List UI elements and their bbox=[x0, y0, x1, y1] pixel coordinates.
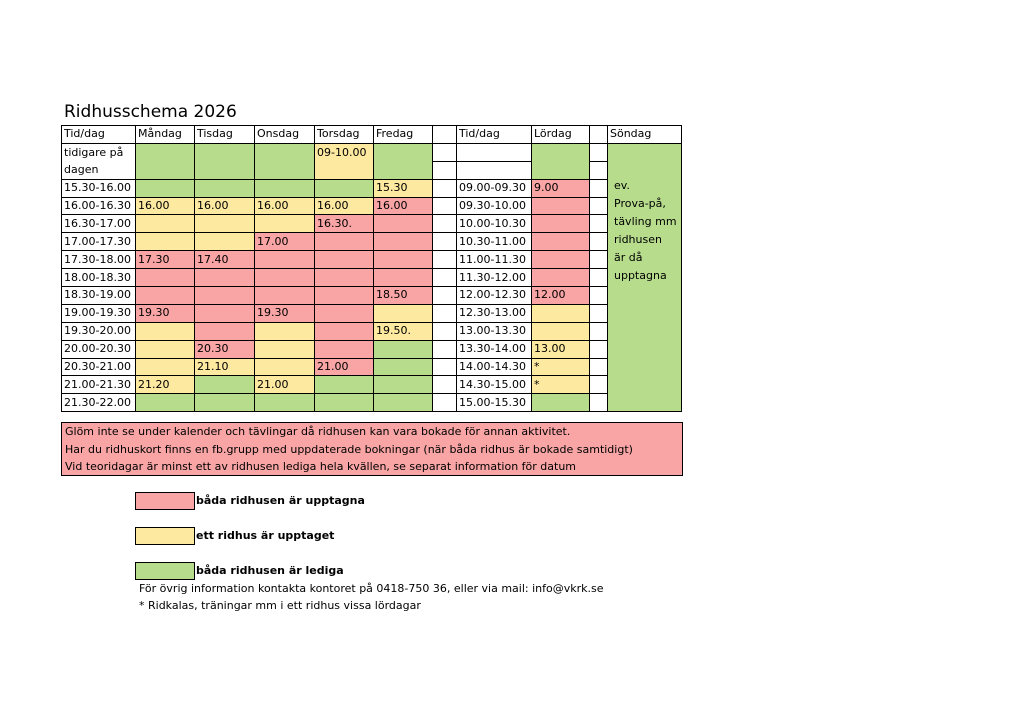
sunday-line: ev. bbox=[614, 178, 630, 192]
slot-cell bbox=[136, 269, 195, 287]
slot-cell bbox=[195, 161, 255, 179]
slot-cell: 16.00 bbox=[374, 197, 433, 215]
spacer-cell bbox=[433, 251, 457, 269]
legend-label: ett ridhus är upptaget bbox=[196, 529, 335, 542]
spacer-cell bbox=[590, 197, 608, 215]
slot-cell: 16.00 bbox=[255, 197, 315, 215]
column-header: Torsdag bbox=[315, 126, 374, 144]
sunday-line: är då bbox=[614, 250, 643, 264]
slot-cell: 15.30 bbox=[374, 179, 433, 197]
spacer-cell bbox=[433, 287, 457, 305]
notice-line: Vid teoridagar är minst ett av ridhusen lediga hela kvällen, se separat information för datum bbox=[65, 460, 577, 473]
spacer-cell bbox=[590, 394, 608, 412]
spacer-cell bbox=[433, 269, 457, 287]
time-label: 12.00-12.30 bbox=[457, 287, 532, 305]
table-row bbox=[62, 143, 682, 161]
slot-cell bbox=[195, 287, 255, 305]
slot-cell bbox=[195, 179, 255, 197]
spacer-cell bbox=[590, 251, 608, 269]
slot-cell: 17.00 bbox=[255, 233, 315, 251]
slot-cell: * bbox=[532, 376, 590, 394]
spacer-cell bbox=[433, 161, 457, 179]
spacer-cell bbox=[433, 197, 457, 215]
spacer-cell bbox=[433, 233, 457, 251]
slot-cell: 16.00 bbox=[195, 197, 255, 215]
slot-cell bbox=[255, 358, 315, 376]
time-label: 11.30-12.00 bbox=[457, 269, 532, 287]
slot-cell: 17.40 bbox=[195, 251, 255, 269]
spacer-cell bbox=[590, 233, 608, 251]
slot-cell: 21.20 bbox=[136, 376, 195, 394]
table-row bbox=[62, 376, 682, 394]
slot-cell bbox=[255, 251, 315, 269]
column-header: Tisdag bbox=[195, 126, 255, 144]
spacer-cell bbox=[433, 376, 457, 394]
spacer-cell bbox=[590, 161, 608, 179]
slot-cell bbox=[136, 143, 195, 161]
time-label: 10.00-10.30 bbox=[457, 215, 532, 233]
time-label: 10.30-11.00 bbox=[457, 233, 532, 251]
spacer-cell bbox=[433, 322, 457, 340]
spacer-cell bbox=[590, 376, 608, 394]
slot-cell bbox=[532, 233, 590, 251]
slot-cell bbox=[195, 269, 255, 287]
schedule-table bbox=[61, 125, 682, 412]
spacer-cell bbox=[433, 304, 457, 322]
time-label: 09.30-10.00 bbox=[457, 197, 532, 215]
legend-label: båda ridhusen är lediga bbox=[196, 564, 344, 577]
time-label: 13.00-13.30 bbox=[457, 322, 532, 340]
table-row bbox=[62, 251, 682, 269]
slot-cell bbox=[136, 161, 195, 179]
slot-cell bbox=[315, 251, 374, 269]
spacer-cell bbox=[590, 179, 608, 197]
spacer-cell bbox=[590, 358, 608, 376]
slot-cell bbox=[195, 304, 255, 322]
slot-cell bbox=[315, 269, 374, 287]
time-label: 21.30-22.00 bbox=[62, 394, 136, 412]
slot-cell: 13.00 bbox=[532, 340, 590, 358]
slot-cell bbox=[255, 322, 315, 340]
table-row bbox=[62, 161, 682, 179]
legend-label: båda ridhusen är upptagna bbox=[196, 494, 365, 507]
slot-cell bbox=[195, 322, 255, 340]
slot-cell bbox=[136, 322, 195, 340]
slot-cell bbox=[315, 179, 374, 197]
slot-cell bbox=[374, 233, 433, 251]
slot-cell bbox=[315, 340, 374, 358]
time-label: 12.30-13.00 bbox=[457, 304, 532, 322]
time-label bbox=[457, 161, 532, 179]
slot-cell bbox=[532, 215, 590, 233]
slot-cell: 19.30 bbox=[255, 304, 315, 322]
spacer-cell bbox=[590, 340, 608, 358]
slot-cell bbox=[255, 143, 315, 161]
slot-cell bbox=[532, 197, 590, 215]
time-label bbox=[457, 143, 532, 161]
slot-cell bbox=[195, 376, 255, 394]
column-header: Tid/dag bbox=[457, 126, 532, 144]
spacer-cell bbox=[433, 394, 457, 412]
slot-cell bbox=[255, 161, 315, 179]
spacer-cell bbox=[590, 215, 608, 233]
slot-cell bbox=[532, 143, 590, 161]
sunday-line: Prova-på, bbox=[614, 196, 666, 210]
slot-cell bbox=[255, 269, 315, 287]
table-row bbox=[62, 340, 682, 358]
slot-cell bbox=[374, 143, 433, 161]
table-row bbox=[62, 179, 682, 197]
legend-swatch bbox=[135, 562, 195, 580]
spacer-cell bbox=[590, 304, 608, 322]
time-label: 11.00-11.30 bbox=[457, 251, 532, 269]
sunday-cell bbox=[608, 143, 682, 411]
slot-cell bbox=[195, 143, 255, 161]
table-row bbox=[62, 394, 682, 412]
slot-cell bbox=[136, 179, 195, 197]
column-header: Söndag bbox=[608, 126, 682, 144]
slot-cell bbox=[374, 269, 433, 287]
page-title: Ridhusschema 2026 bbox=[64, 102, 237, 122]
slot-cell bbox=[532, 394, 590, 412]
column-header: Onsdag bbox=[255, 126, 315, 144]
column-header: Måndag bbox=[136, 126, 195, 144]
notice-line: Har du ridhuskort finns en fb.grupp med uppdaterade bokningar (när båda ridhus är bokade samtidigt) bbox=[65, 442, 633, 456]
slot-cell bbox=[532, 251, 590, 269]
table-row bbox=[62, 233, 682, 251]
spacer-cell bbox=[433, 143, 457, 161]
spacer-cell bbox=[590, 287, 608, 305]
time-label: 09.00-09.30 bbox=[457, 179, 532, 197]
slot-cell bbox=[532, 161, 590, 179]
time-label: 17.00-17.30 bbox=[62, 233, 136, 251]
column-header: Fredag bbox=[374, 126, 433, 144]
slot-cell bbox=[374, 304, 433, 322]
slot-cell bbox=[315, 304, 374, 322]
slot-cell bbox=[374, 161, 433, 179]
column-header: Tid/dag bbox=[62, 126, 136, 144]
sunday-line: upptagna bbox=[614, 268, 667, 282]
spacer-cell bbox=[590, 143, 608, 161]
time-label: 15.30-16.00 bbox=[62, 179, 136, 197]
slot-cell bbox=[136, 287, 195, 305]
time-label: tidigare på bbox=[62, 143, 136, 161]
time-label: dagen bbox=[62, 161, 136, 179]
header-row bbox=[62, 126, 682, 144]
slot-cell: 9.00 bbox=[532, 179, 590, 197]
time-label: 17.30-18.00 bbox=[62, 251, 136, 269]
slot-cell: 17.30 bbox=[136, 251, 195, 269]
slot-cell: 20.30 bbox=[195, 340, 255, 358]
slot-cell bbox=[315, 322, 374, 340]
notice-line: Glöm inte se under kalender och tävlingar då ridhusen kan vara bokade för annan aktivitet. bbox=[65, 425, 571, 438]
slot-cell bbox=[195, 215, 255, 233]
slot-cell bbox=[374, 340, 433, 358]
legend-swatch bbox=[135, 527, 195, 545]
time-label: 14.00-14.30 bbox=[457, 358, 532, 376]
table-row bbox=[62, 197, 682, 215]
slot-cell bbox=[255, 287, 315, 305]
table-row bbox=[62, 322, 682, 340]
table-row bbox=[62, 215, 682, 233]
slot-cell: 12.00 bbox=[532, 287, 590, 305]
slot-cell bbox=[136, 215, 195, 233]
saturday-footnote: * Ridkalas, träningar mm i ett ridhus vissa lördagar bbox=[139, 599, 421, 612]
slot-cell bbox=[374, 394, 433, 412]
time-label: 13.30-14.00 bbox=[457, 340, 532, 358]
slot-cell bbox=[255, 394, 315, 412]
spacer-cell bbox=[433, 340, 457, 358]
slot-cell bbox=[136, 358, 195, 376]
time-label: 15.00-15.30 bbox=[457, 394, 532, 412]
time-label: 14.30-15.00 bbox=[457, 376, 532, 394]
column-header: Lördag bbox=[532, 126, 590, 144]
slot-cell bbox=[195, 394, 255, 412]
slot-cell bbox=[136, 394, 195, 412]
slot-cell bbox=[374, 251, 433, 269]
slot-cell bbox=[374, 358, 433, 376]
table-row bbox=[62, 287, 682, 305]
slot-cell bbox=[195, 233, 255, 251]
slot-cell: 19.30 bbox=[136, 304, 195, 322]
slot-cell bbox=[136, 233, 195, 251]
slot-cell: 16.00 bbox=[315, 197, 374, 215]
time-label: 16.30-17.00 bbox=[62, 215, 136, 233]
notice-box bbox=[61, 422, 683, 476]
table-row bbox=[62, 358, 682, 376]
slot-cell: 19.50. bbox=[374, 322, 433, 340]
time-label: 19.30-20.00 bbox=[62, 322, 136, 340]
slot-cell bbox=[255, 215, 315, 233]
sunday-note bbox=[608, 144, 681, 285]
slot-cell bbox=[532, 269, 590, 287]
slot-cell bbox=[532, 304, 590, 322]
slot-cell bbox=[315, 376, 374, 394]
slot-cell: 18.50 bbox=[374, 287, 433, 305]
slot-cell: 16.00 bbox=[136, 197, 195, 215]
spacer-cell bbox=[433, 215, 457, 233]
slot-cell bbox=[374, 215, 433, 233]
spacer-cell bbox=[590, 322, 608, 340]
slot-cell bbox=[136, 340, 195, 358]
slot-cell bbox=[315, 233, 374, 251]
column-header bbox=[433, 126, 457, 144]
time-label: 16.00-16.30 bbox=[62, 197, 136, 215]
time-label: 19.00-19.30 bbox=[62, 304, 136, 322]
time-label: 20.30-21.00 bbox=[62, 358, 136, 376]
slot-cell bbox=[255, 340, 315, 358]
time-label: 18.30-19.00 bbox=[62, 287, 136, 305]
slot-cell: 16.30. bbox=[315, 215, 374, 233]
slot-cell: 21.10 bbox=[195, 358, 255, 376]
legend-swatch bbox=[135, 492, 195, 510]
slot-cell bbox=[374, 376, 433, 394]
sunday-line: tävling mm bbox=[614, 214, 677, 228]
slot-cell bbox=[315, 287, 374, 305]
column-header bbox=[590, 126, 608, 144]
slot-cell bbox=[315, 161, 374, 179]
slot-cell bbox=[532, 322, 590, 340]
table-row bbox=[62, 304, 682, 322]
spacer-cell bbox=[433, 358, 457, 376]
slot-cell: 21.00 bbox=[255, 376, 315, 394]
slot-cell bbox=[255, 179, 315, 197]
sunday-line: ridhusen bbox=[614, 232, 662, 246]
table-row bbox=[62, 269, 682, 287]
time-label: 18.00-18.30 bbox=[62, 269, 136, 287]
spacer-cell bbox=[433, 179, 457, 197]
slot-cell bbox=[315, 394, 374, 412]
time-label: 21.00-21.30 bbox=[62, 376, 136, 394]
slot-cell: 21.00 bbox=[315, 358, 374, 376]
spacer-cell bbox=[590, 269, 608, 287]
time-label: 20.00-20.30 bbox=[62, 340, 136, 358]
slot-cell: * bbox=[532, 358, 590, 376]
slot-cell: 09-10.00 bbox=[315, 143, 374, 161]
contact-info: För övrig information kontakta kontoret på 0418-750 36, eller via mail: info@vkrk.se bbox=[139, 582, 604, 595]
